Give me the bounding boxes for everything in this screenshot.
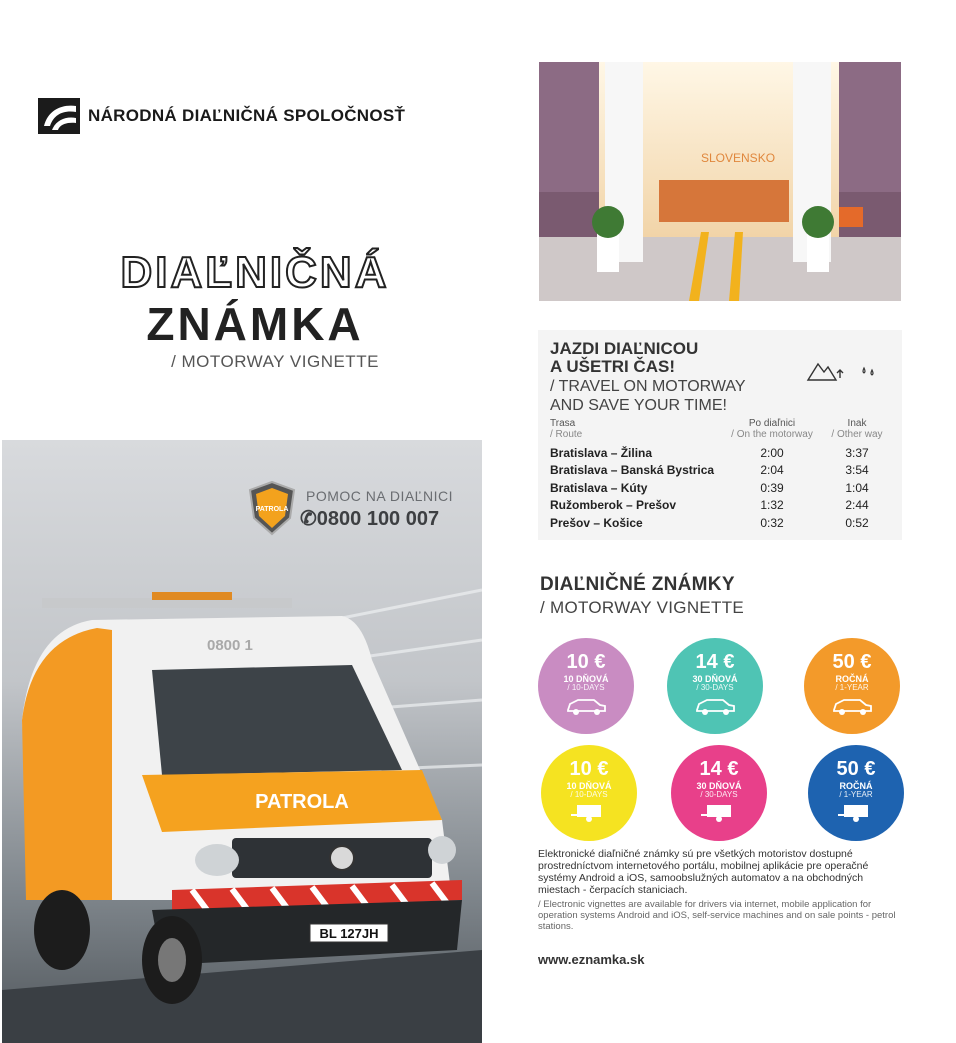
office-sign: SLOVENSKO <box>701 151 776 165</box>
help-phone <box>300 506 439 531</box>
motorway-time-cell: 1:32 <box>760 498 784 513</box>
help-phone-number: 0800 100 007 <box>316 508 440 530</box>
car-icon <box>564 696 608 716</box>
col-other <box>822 419 892 444</box>
vignette-annual-car <box>804 638 900 734</box>
title-subtitle: / MOTORWAY VIGNETTE <box>171 352 379 372</box>
motorway-time-cell: 2:04 <box>760 463 784 478</box>
other-time-cell: 1:04 <box>845 480 869 495</box>
travel-heading-sk-1: JAZDI DIAĽNICOU <box>550 339 699 358</box>
car-icon <box>830 696 874 716</box>
route-cell: Prešov – Košice <box>550 515 643 530</box>
vignette-label: 30 DŇOVÁ <box>692 674 738 684</box>
table-row <box>550 479 892 497</box>
car-icon <box>693 696 737 716</box>
col-motorway-en: / On the motorway <box>731 428 813 440</box>
mountain-rain-icon <box>806 358 878 382</box>
vignette-price: 10 € <box>566 651 606 673</box>
motorway-time-cell: 0:32 <box>760 515 784 530</box>
trailer-icon <box>567 803 611 823</box>
other-time-cell: 3:54 <box>845 463 869 478</box>
vignette-label-en: / 30-DAYS <box>696 683 734 693</box>
vignette-price: 50 € <box>836 758 876 780</box>
vignette-30day-car <box>667 638 763 734</box>
vignette-label: 10 DŇOVÁ <box>563 674 609 684</box>
van-label: PATROLA <box>255 791 349 813</box>
vignette-annual-trailer <box>808 745 904 841</box>
travel-time-box <box>538 330 902 540</box>
title-line-2: ZNÁMKA <box>146 298 364 351</box>
col-motorway-sk: Po diaľnici <box>748 418 796 430</box>
vignette-label-en: / 10-DAYS <box>567 683 605 693</box>
table-row <box>550 497 892 515</box>
van-illustration <box>2 570 482 1043</box>
brand-logo <box>38 96 405 136</box>
vignette-10day-trailer <box>541 745 637 841</box>
route-cell: Ružomberok – Prešov <box>550 498 677 513</box>
vignette-label: ROČNÁ <box>835 674 869 684</box>
table-row <box>550 444 892 462</box>
vignette-price: 50 € <box>832 651 872 673</box>
trailer-icon <box>697 803 741 823</box>
website-link[interactable]: www.eznamka.sk <box>538 952 645 967</box>
vignette-10day-car <box>538 638 634 734</box>
motorway-time-cell: 0:39 <box>760 480 784 495</box>
patrol-shield-icon <box>248 480 296 536</box>
table-row <box>550 462 892 480</box>
col-route <box>550 419 722 444</box>
vignettes-subheading: / MOTORWAY VIGNETTE <box>540 598 745 617</box>
title-line-1: DIAĽNIČNÁ <box>120 248 390 297</box>
other-time-cell: 2:44 <box>845 498 869 513</box>
trailer-icon <box>834 803 878 823</box>
van-plate: BL 127JH <box>319 926 379 941</box>
col-route-en: / Route <box>550 428 583 440</box>
other-time-cell: 3:37 <box>845 445 869 460</box>
travel-heading-sk-2: A UŠETRI ČAS! <box>550 357 675 377</box>
route-cell: Bratislava – Žilina <box>550 445 653 460</box>
sale-point-photo <box>539 62 901 301</box>
patrol-shield-text: PATROLA <box>255 506 289 513</box>
nds-logo-icon <box>38 96 80 136</box>
help-title: POMOC NA DIAĽNICI <box>306 488 453 504</box>
vignette-price: 10 € <box>569 758 609 780</box>
vignette-label-en: / 1-YEAR <box>839 790 873 800</box>
route-cell: Bratislava – Kúty <box>550 480 648 495</box>
vignette-label: 30 DŇOVÁ <box>696 781 742 791</box>
vignette-label-en: / 30-DAYS <box>700 790 738 800</box>
phone-icon: ✆ <box>300 508 317 530</box>
col-other-sk: Inak <box>847 418 867 430</box>
vignette-30day-trailer <box>671 745 767 841</box>
vignette-price: 14 € <box>699 758 739 780</box>
title-block <box>60 250 450 372</box>
description-sk: Elektronické diaľničné známky sú pre všetkých motoristov dostupné prostredníctvom internetového portálu, mobilnej aplikácie pre operačné systémy Android a iOS, samoobslužných automatov a na obchodných miestach - čerpacích staniciach. <box>538 848 869 897</box>
vignette-label: ROČNÁ <box>839 781 873 791</box>
vignette-label: 10 DŇOVÁ <box>566 781 612 791</box>
travel-heading-en-1: / TRAVEL ON MOTORWAY <box>550 377 746 395</box>
col-route-sk: Trasa <box>550 418 576 430</box>
travel-heading-en-2: AND SAVE YOUR TIME! <box>550 396 727 414</box>
table-row <box>550 514 892 532</box>
col-motorway <box>722 419 822 444</box>
route-table-header <box>550 419 892 444</box>
vignette-label-en: / 10-DAYS <box>570 790 608 800</box>
description-en: / Electronic vignettes are available for drivers via internet, mobile application for operation systems Android and iOS, self-service machines and on sale points - petrol stations. <box>538 899 896 932</box>
route-cell: Bratislava – Banská Bystrica <box>550 463 715 478</box>
office-illustration <box>539 62 901 301</box>
other-time-cell: 0:52 <box>845 515 869 530</box>
van-side-phone: 0800 1 <box>207 637 253 654</box>
patrol-van-photo <box>2 440 482 1043</box>
brand-name: NÁRODNÁ DIAĽNIČNÁ SPOLOČNOSŤ <box>88 106 406 125</box>
vignettes-heading: DIAĽNIČNÉ ZNÁMKY <box>540 574 735 595</box>
route-table <box>550 419 892 532</box>
motorway-time-cell: 2:00 <box>760 445 784 460</box>
col-other-en: / Other way <box>831 428 883 440</box>
vignette-price: 14 € <box>695 651 735 673</box>
vignette-label-en: / 1-YEAR <box>835 683 869 693</box>
